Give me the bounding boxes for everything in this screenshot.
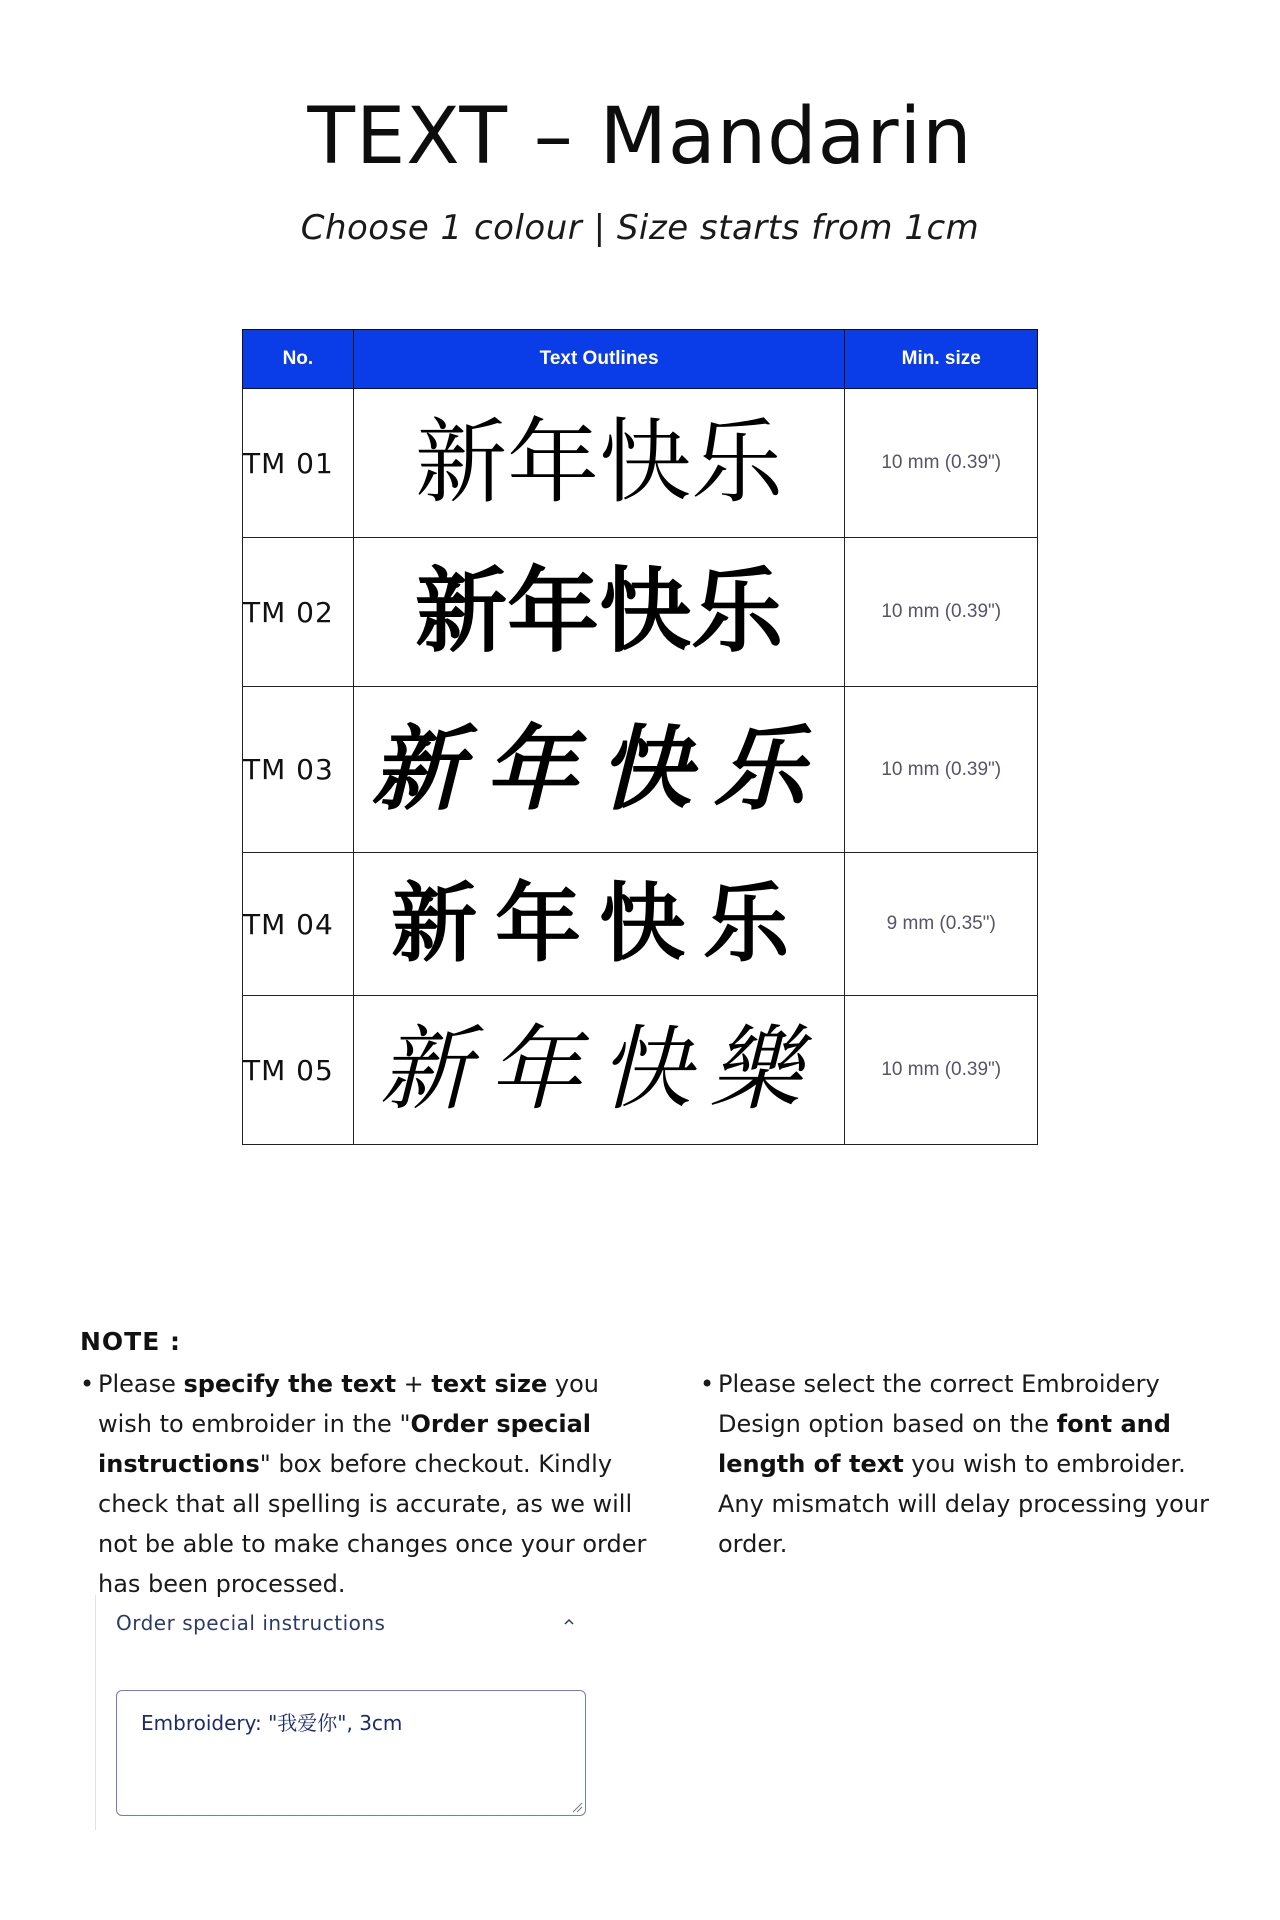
min-size: 10 mm (0.39") [845, 687, 1038, 853]
table-row [243, 996, 1038, 1145]
note-text: + [396, 1370, 432, 1398]
min-size: 10 mm (0.39") [845, 538, 1038, 687]
note-right-text [700, 1364, 1220, 1564]
row-number: TM 03 [243, 687, 354, 853]
row-number: TM 04 [243, 853, 354, 996]
note-bold: Order special instructions [98, 1410, 592, 1478]
order-instructions-widget [95, 1595, 596, 1830]
resize-handle-icon[interactable] [571, 1801, 583, 1813]
table-row [243, 687, 1038, 853]
note-right [700, 1364, 1220, 1564]
order-instructions-title: Order special instructions [116, 1611, 386, 1635]
text-sample-cell [353, 996, 845, 1145]
note-text: Please select the correct Embroidery Design option based on the [718, 1370, 1160, 1438]
bullet: • [80, 1370, 95, 1398]
order-instructions-textarea[interactable] [116, 1690, 586, 1816]
text-sample: 新年快乐 [415, 409, 784, 516]
column-header-min-size: Min. size [845, 330, 1038, 389]
order-instructions-toggle[interactable] [116, 1611, 586, 1643]
min-size: 10 mm (0.39") [845, 389, 1038, 538]
text-sample-cell [353, 853, 845, 996]
table-header-row [243, 330, 1038, 389]
note-text: you wish to embroider in the " [98, 1370, 599, 1438]
note-bold: font and length of text [718, 1410, 1171, 1478]
column-header-no: No. [243, 330, 354, 389]
note-bold: specify the text [183, 1370, 397, 1398]
textarea-value: Embroidery: "我爱你", 3cm [141, 1711, 403, 1735]
text-sample: 新年快乐 [415, 558, 784, 665]
column-header-text-outlines: Text Outlines [353, 330, 845, 389]
row-number: TM 05 [243, 996, 354, 1145]
text-sample-cell [353, 389, 845, 538]
table-row [243, 538, 1038, 687]
note-left [80, 1364, 650, 1604]
text-sample-cell [353, 687, 845, 853]
row-number: TM 02 [243, 538, 354, 687]
text-sample: 新年快乐 [371, 715, 828, 823]
note-bold: text size [431, 1370, 548, 1398]
note-heading: NOTE : [80, 1327, 182, 1356]
min-size: 10 mm (0.39") [845, 996, 1038, 1145]
font-table [242, 329, 1038, 1145]
note-text: Please [98, 1370, 184, 1398]
table-row [243, 853, 1038, 996]
chevron-up-icon[interactable] [562, 1615, 576, 1629]
page-subtitle: Choose 1 colour | Size starts from 1cm [300, 208, 980, 248]
text-sample: 新年快樂 [379, 1016, 820, 1123]
page-title: TEXT – Mandarin [307, 92, 973, 182]
min-size: 9 mm (0.35") [845, 853, 1038, 996]
table-row [243, 389, 1038, 538]
note-text: " box before checkout. Kindly check that all spelling is accurate, as we will not be able to make changes once your order has been processed. [98, 1450, 647, 1598]
row-number: TM 01 [243, 389, 354, 538]
bullet: • [700, 1370, 715, 1398]
note-text: you wish to embroider. Any mismatch will delay processing your order. [718, 1450, 1209, 1558]
text-sample: 新年快乐 [391, 874, 808, 974]
note-left-text [80, 1364, 650, 1604]
text-sample-cell [353, 538, 845, 687]
